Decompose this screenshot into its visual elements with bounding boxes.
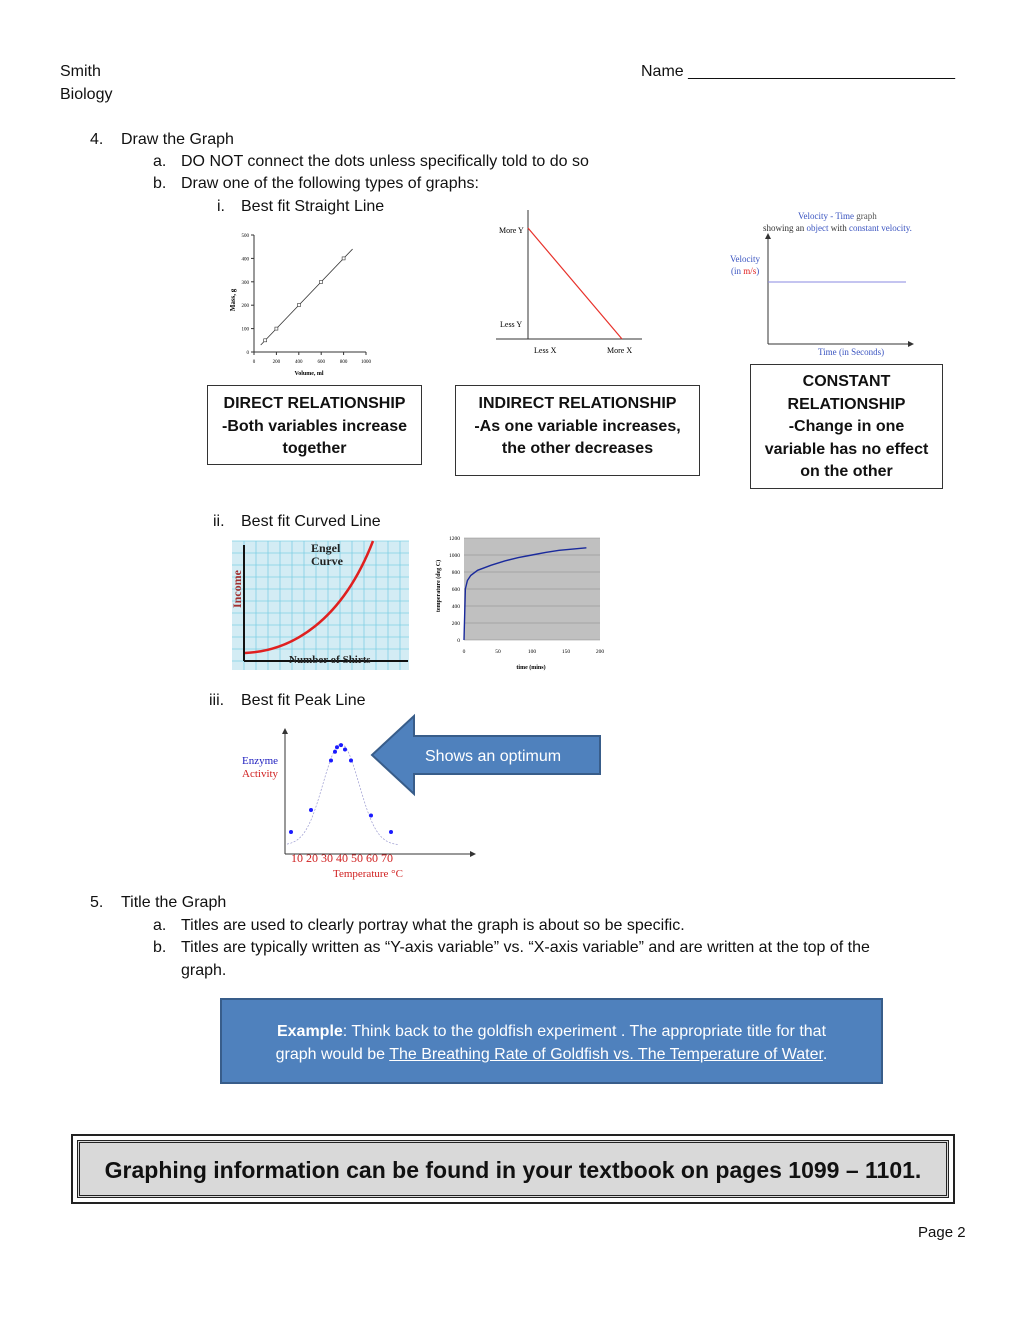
vt-sub-c: with (828, 223, 850, 233)
vt-sub-b: object (806, 223, 829, 233)
textbook-note-box (71, 1134, 955, 1204)
example-box (220, 998, 883, 1084)
page-number: Page 2 (918, 1224, 966, 1241)
vt-x-arrow-icon (908, 341, 914, 347)
indirect-line (528, 228, 622, 339)
less-x-label: Less X (534, 346, 557, 355)
callout-text: Shows an optimum (425, 748, 562, 765)
section5-a-marker: a. (153, 917, 167, 934)
example-title-link: The Breathing Rate of Goldfish vs. The Temperature of Water (389, 1046, 823, 1063)
c5-y-tick-label: 800 (451, 570, 460, 576)
section4-i-text: Best fit Straight Line (241, 198, 385, 215)
vt-xlabel-b: (in Seconds) (836, 347, 885, 357)
c1-x-tick-label: 200 (272, 360, 281, 365)
c5-x-tick-label: 150 (561, 649, 571, 655)
constant-line3: -Change in one (788, 418, 905, 435)
c1-y-tick-label: 200 (241, 304, 249, 310)
section5-b-marker: b. (153, 939, 167, 956)
indirect-line2: -As one variable increases, (474, 417, 681, 435)
student-name-field: Name ______________________________ (641, 63, 956, 80)
enzyme-x-label: Temperature °C (333, 868, 403, 880)
indirect-chart (496, 210, 646, 360)
section5-b-text-2: graph. (181, 962, 227, 979)
c5-y-tick-label: 600 (451, 587, 460, 593)
enzyme-x-ticks: 10 20 30 40 50 60 70 (291, 851, 393, 865)
enzyme-data-point (335, 745, 339, 749)
svg-text:Velocity - Time graph (798, 211, 877, 221)
section4-title: Draw the Graph (121, 131, 234, 148)
vt-title-b: graph (854, 211, 877, 221)
c1-data-point (320, 280, 323, 283)
direct-line2: -Both variables increase (222, 417, 407, 435)
enzyme-data-point (369, 814, 373, 818)
enzyme-data-point (309, 808, 313, 812)
vt-ylabel-2b: m/s (743, 266, 757, 276)
section5-a-text: Titles are used to clearly portray what the graph is about so be specific. (181, 917, 685, 934)
example-line2-suffix: . (822, 1046, 828, 1063)
c5-x-tick-label: 200 (595, 649, 605, 655)
mass-volume-chart (228, 226, 378, 378)
enzyme-data-point (333, 750, 337, 754)
enzyme-data-point (329, 759, 333, 763)
constant-line5: on the other (800, 463, 893, 480)
subject-name: Biology (60, 86, 113, 103)
time-axis-label: time (mins) (516, 665, 546, 671)
c1-y-tick-label: 300 (241, 280, 249, 286)
c5-y-tick-label: 0 (457, 638, 460, 644)
velocity-time-chart (727, 208, 919, 362)
teacher-name: Smith (60, 63, 101, 80)
section4-number: 4. (90, 131, 104, 148)
vt-ylabel-2a: (in (731, 266, 744, 276)
indirect-line3: the other decreases (501, 440, 654, 457)
section4-b-text: Draw one of the following types of graphs: (181, 175, 479, 192)
mass-axis-label: Mass, g (229, 288, 237, 312)
c1-data-point (297, 304, 300, 307)
temp-axis-label: temperature (deg C) (436, 559, 442, 613)
direct-line1: DIRECT RELATIONSHIP (223, 395, 406, 412)
vt-y-arrow-icon (765, 233, 771, 239)
c5-x-tick-label: 100 (527, 649, 537, 655)
c5-y-tick-label: 200 (451, 621, 460, 627)
indirect-relationship-box (455, 385, 700, 476)
c1-data-point (275, 327, 278, 330)
textbook-note: Graphing information can be found in your textbook on pages 1099 – 1101. (77, 1140, 949, 1198)
section4-ii-text: Best fit Curved Line (241, 513, 381, 530)
constant-line1: CONSTANT (802, 373, 891, 390)
enzyme-x-arrow-icon (470, 851, 476, 857)
temperature-time-chart (434, 532, 606, 672)
c1-x-tick-label: 0 (252, 360, 256, 365)
enzyme-label-2: Activity (242, 768, 279, 780)
c1-y-tick-label: 500 (241, 234, 249, 239)
vt-title-a: Velocity - Time (798, 211, 855, 221)
section4-b-marker: b. (153, 175, 167, 192)
section5-b-text-1: Titles are typically written as “Y-axis variable” vs. “X-axis variable” and are written at the top of the (181, 939, 870, 956)
vt-sub-a: showing an (763, 223, 807, 233)
svg-text:Time (in Seconds) (818, 347, 884, 357)
enzyme-data-point (349, 759, 353, 763)
c5-y-tick-label: 400 (451, 604, 460, 610)
example-line2-prefix: graph would be (275, 1046, 390, 1063)
engel-title-1: Engel (311, 541, 341, 555)
direct-line3: together (282, 440, 347, 457)
enzyme-y-arrow-icon (282, 728, 288, 734)
section4-a-text: DO NOT connect the dots unless specifically told to do so (181, 153, 589, 170)
less-y-label: Less Y (500, 320, 523, 329)
svg-text:showing an object with constan (763, 223, 912, 233)
vt-ylabel-2c: ) (756, 266, 760, 276)
c5-y-tick-label: 1000 (449, 553, 460, 559)
constant-relationship-box (750, 364, 943, 489)
c1-data-point (264, 339, 267, 342)
enzyme-data-point (289, 830, 293, 834)
section4-iii-marker: iii. (209, 692, 225, 709)
section5-number: 5. (90, 894, 104, 911)
section4-a-marker: a. (153, 153, 167, 170)
c1-y-tick-label: 400 (241, 257, 249, 263)
income-axis-label: Income (230, 570, 244, 608)
vt-ylabel-1: Velocity (730, 254, 760, 264)
enzyme-data-point (339, 743, 343, 747)
c1-x-tick-label: 800 (339, 360, 348, 365)
section4-ii-marker: ii. (213, 513, 225, 530)
c1-trend-line (261, 249, 353, 345)
example-line1: : Think back to the goldfish experiment . The appropriate title for that (342, 1023, 827, 1040)
engel-title-2: Curve (311, 554, 343, 568)
enzyme-data-point (389, 830, 393, 834)
c1-data-point (342, 257, 345, 260)
section5-title: Title the Graph (121, 894, 227, 911)
enzyme-data-point (343, 748, 347, 752)
c1-x-tick-label: 400 (295, 360, 303, 365)
shirts-axis-label: Number of Shirts (289, 654, 371, 666)
more-x-label: More X (607, 346, 633, 355)
section4-i-marker: i. (217, 198, 225, 215)
direct-relationship-box (207, 385, 422, 465)
c1-y-tick-label: 100 (241, 327, 249, 333)
example-label: Example (276, 1023, 343, 1040)
constant-line2: RELATIONSHIP (787, 395, 906, 413)
c5-x-tick-label: 0 (462, 649, 466, 655)
c5-x-tick-label: 50 (495, 649, 501, 655)
svg-text:(in m/s) (731, 266, 759, 276)
enzyme-label-1: Enzyme (242, 755, 279, 767)
c1-x-tick-label: 600 (317, 360, 325, 365)
vt-sub-d: constant velocity. (849, 223, 912, 233)
volume-axis-label: Volume, ml (294, 371, 324, 377)
more-y-label: More Y (499, 226, 524, 235)
c5-y-tick-label: 1200 (449, 536, 460, 542)
vt-xlabel-a: Time (818, 347, 837, 357)
indirect-line1: INDIRECT RELATIONSHIP (478, 395, 677, 412)
c1-x-tick-label: 1000 (361, 360, 371, 365)
c1-y-tick-label: 0 (246, 351, 249, 356)
section4-iii-text: Best fit Peak Line (241, 692, 366, 709)
engel-curve-chart (232, 541, 409, 670)
constant-line4: variable has no effect (764, 440, 929, 458)
